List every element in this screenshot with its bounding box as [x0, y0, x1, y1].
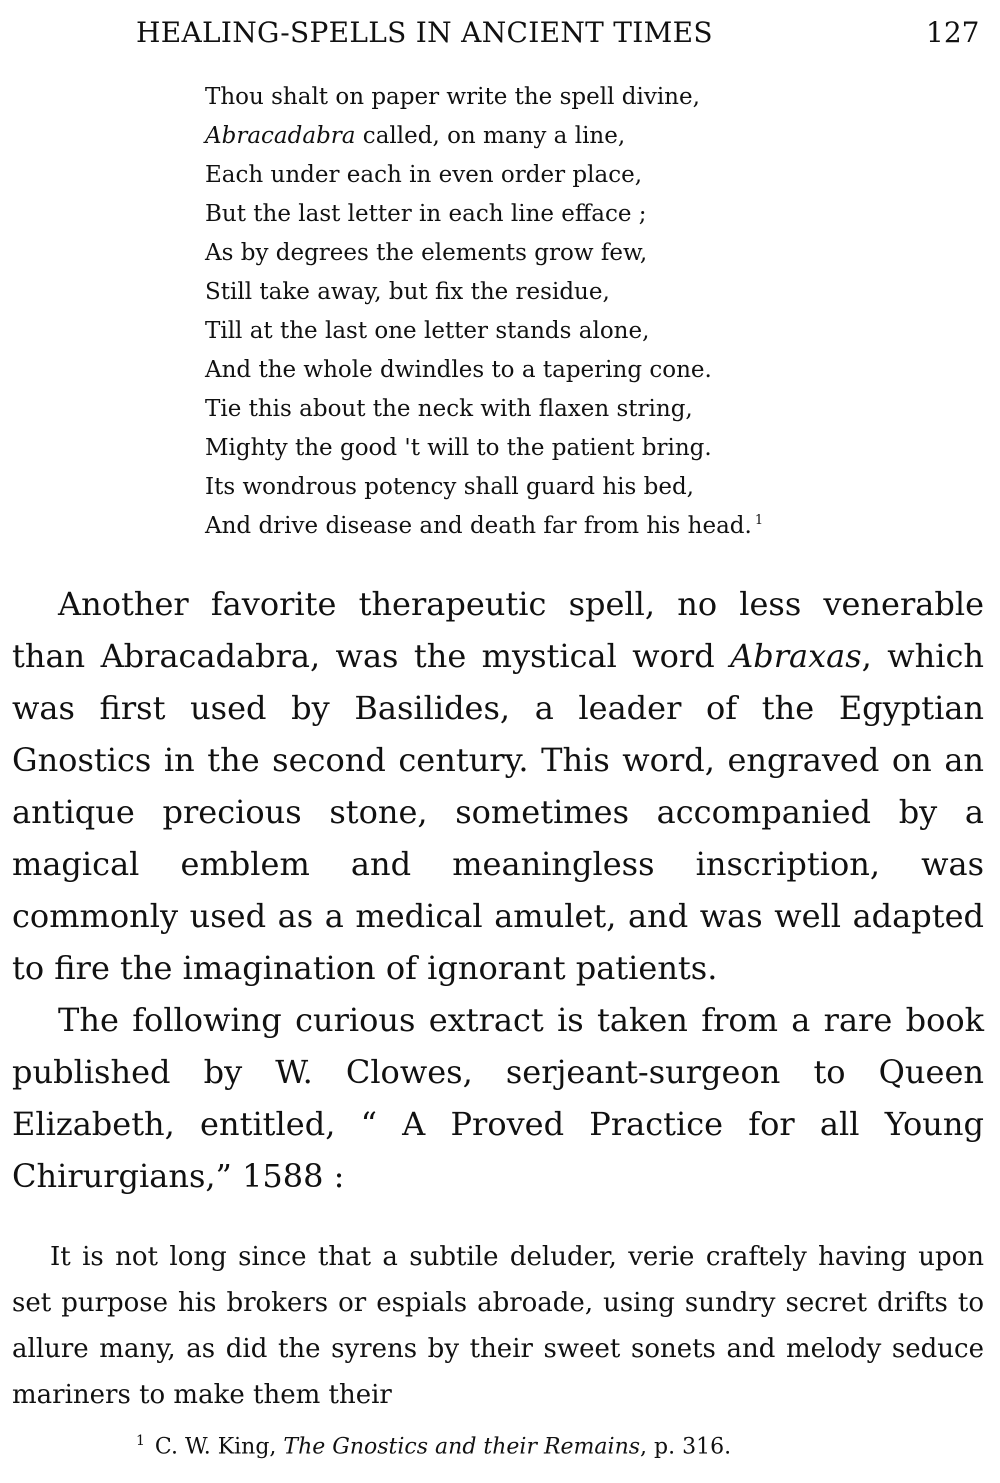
body-text: [12, 578, 984, 1202]
verse-line: Its wondrous potency shall guard his bed,: [205, 474, 694, 500]
paragraph-clowes: The following curious extract is taken from a rare book published by W. Clowes, serjeant-surgeon to Queen Elizabeth, entitled, “ A Proved Practice for all Young Chirurgians,” 1588 :: [12, 1001, 984, 1195]
paragraph-text: Another favorite therapeutic spell, no less venerable than Abracadabra, was the mystical word: [12, 585, 984, 675]
verse-line: Thou shalt on paper write the spell divine,: [205, 84, 700, 110]
verse-line: [205, 507, 965, 546]
verse-line: Till at the last one letter stands alone,: [205, 318, 650, 344]
running-title: HEALING-SPELLS IN ANCIENT TIMES: [136, 16, 713, 49]
verse-line: Each under each in even order place,: [205, 162, 642, 188]
verse-line: [205, 117, 965, 156]
paragraph-text: , which was first used by Basilides, a leader of the Egyptian Gnostics in the second century. This word, engraved on an antique precious stone, sometimes accompanied by a magical emblem and meaningless inscription, was commonly used as a medical amulet, and was well adapted to fire the imagination of ignorant patients.: [12, 637, 985, 987]
verse-line: Tie this about the neck with flaxen string,: [205, 396, 693, 422]
verse-line: And the whole dwindles to a tapering cone.: [205, 357, 712, 383]
footnote-author: C. W. King,: [154, 1434, 284, 1460]
paragraph-abraxas: [12, 578, 984, 994]
italic-term: Abraxas: [730, 637, 862, 675]
footnote-title: The Gnostics and their Remains: [283, 1434, 641, 1460]
footnote-rest: , p. 316.: [640, 1434, 732, 1460]
verse-line: But the last letter in each line efface ;: [205, 201, 647, 227]
running-head: [0, 10, 1000, 54]
verse-line-text: And drive disease and death far from his head.: [205, 513, 752, 539]
verse-line: Mighty the good 't will to the patient bring.: [205, 435, 712, 461]
footnote-mark: 1: [136, 1433, 145, 1449]
footnote: [136, 1433, 731, 1459]
verse-line: As by degrees the elements grow few,: [205, 240, 648, 266]
page-number: 127: [926, 16, 980, 49]
quote-text: It is not long since that a subtile deluder, verie craftely having upon set purpose his brokers or espials abroade, using sundry secret drifts to allure many, as did the syrens by their sweet sonets and melody seduce mariners to make them their: [12, 1242, 984, 1410]
footnote-reference: 1: [754, 513, 764, 529]
verse-italic-word: Abracadabra: [205, 123, 356, 149]
verse-line-rest: called, on many a line,: [355, 123, 626, 149]
verse-block: [205, 78, 965, 546]
block-quote: [12, 1234, 984, 1418]
verse-line: Still take away, but fix the residue,: [205, 279, 610, 305]
